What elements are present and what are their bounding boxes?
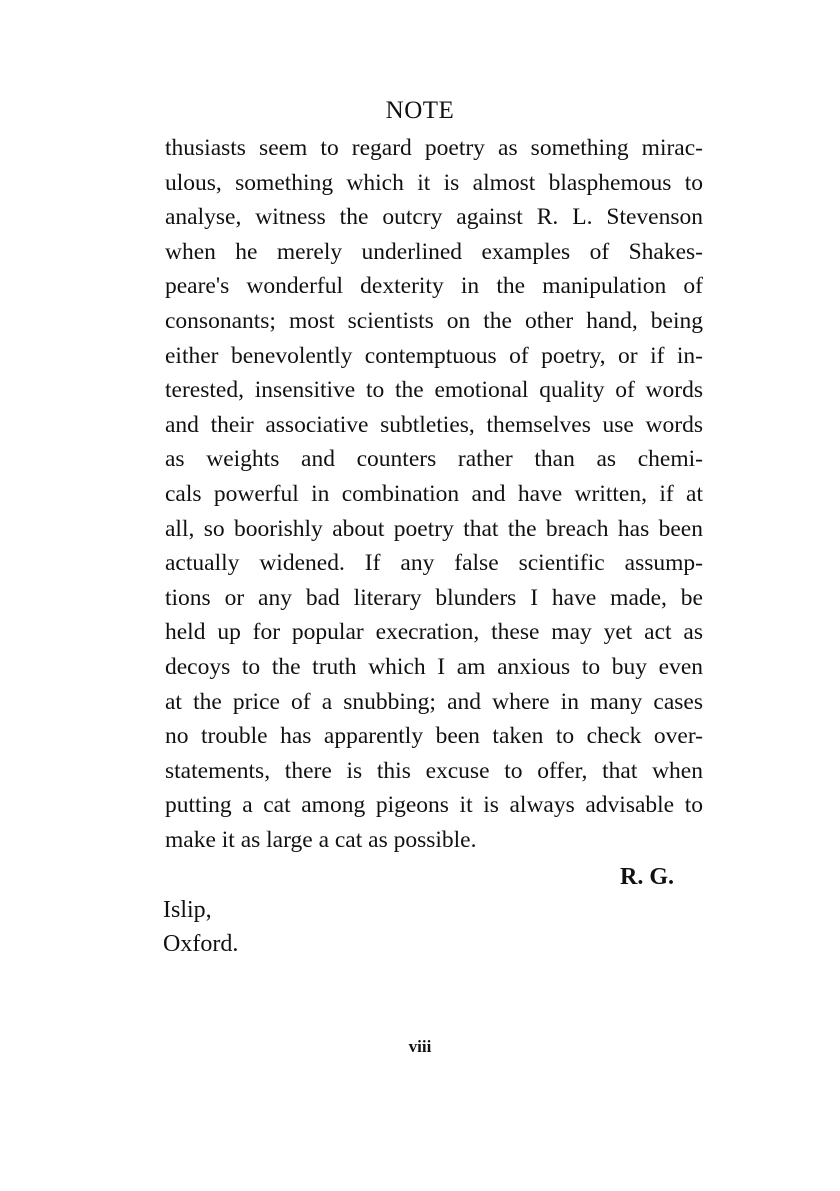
- note-body: [165, 131, 703, 857]
- text-line: consonants; most scientists on the other hand, being: [165, 307, 703, 334]
- address-line-2: Oxford.: [163, 931, 239, 957]
- text-line: at the price of a snubbing; and where in many cases: [165, 688, 703, 715]
- text-line: actually widened. If any false scientific assump-: [165, 550, 703, 577]
- text-line: cals powerful in combination and have written, if at: [165, 480, 703, 507]
- text-line: tions or any bad literary blunders I have made, be: [165, 584, 703, 611]
- text-line: no trouble has apparently been taken to check over-: [165, 723, 703, 750]
- text-line: ulous, something which it is almost blasphemous to: [165, 169, 703, 196]
- text-line: terested, insensitive to the emotional quality of words: [165, 377, 703, 404]
- text-line: analyse, witness the outcry against R. L. Stevenson: [165, 204, 703, 231]
- text-line: and their associative subtleties, themselves use words: [165, 411, 703, 438]
- text-line: as weights and counters rather than as chemi-: [165, 446, 703, 473]
- address-line-1: Islip,: [163, 897, 212, 923]
- address-block: [163, 893, 238, 961]
- page-number: viii: [408, 1037, 432, 1056]
- text-line: statements, there is this excuse to offer, that when: [165, 757, 703, 784]
- text-line: held up for popular execration, these may yet act as: [165, 619, 703, 646]
- text-line: peare's wonderful dexterity in the manipulation of: [165, 273, 703, 300]
- text-line: all, so boorishly about poetry that the breach has been: [165, 515, 703, 542]
- text-line: putting a cat among pigeons it is always advisable to: [165, 792, 703, 819]
- author-initials: R. G.: [620, 864, 674, 890]
- page-heading: NOTE: [385, 97, 455, 124]
- text-line: thusiasts seem to regard poetry as something mirac-: [165, 135, 703, 161]
- text-line: make it as large a cat as possible.: [165, 826, 477, 853]
- text-line: decoys to the truth which I am anxious to buy even: [165, 653, 703, 680]
- text-line: when he merely underlined examples of Shakes-: [165, 238, 703, 265]
- text-line: either benevolently contemptuous of poetry, or if in-: [165, 342, 703, 369]
